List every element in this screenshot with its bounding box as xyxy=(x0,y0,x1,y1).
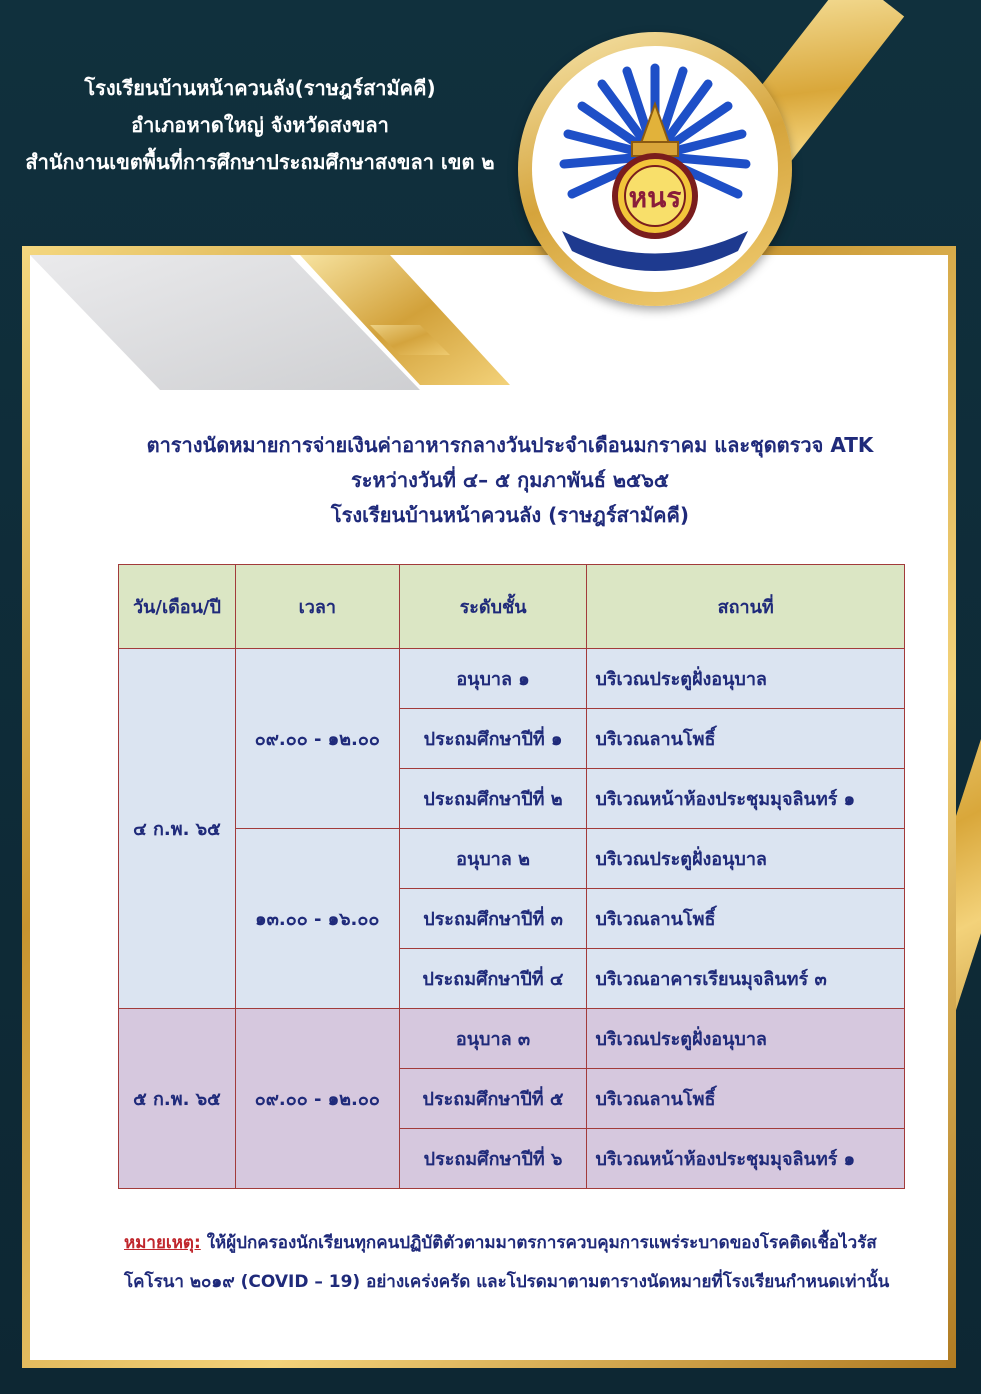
time-cell: ๐๙.๐๐ - ๑๒.๐๐ xyxy=(235,1009,399,1189)
col-header-date: วัน/เดือน/ปี xyxy=(119,565,236,649)
place-cell: บริเวณประตูฝั่งอนุบาล xyxy=(587,829,905,889)
level-cell: ประถมศึกษาปีที่ ๓ xyxy=(399,889,587,949)
school-logo xyxy=(518,32,792,306)
place-cell: บริเวณหน้าห้องประชุมมุจลินทร์ ๑ xyxy=(587,769,905,829)
level-cell: ประถมศึกษาปีที่ ๒ xyxy=(399,769,587,829)
place-cell: บริเวณลานโพธิ์ xyxy=(587,1069,905,1129)
place-cell: บริเวณประตูฝั่งอนุบาล xyxy=(587,1009,905,1069)
logo-inner xyxy=(532,46,778,292)
level-cell: อนุบาล ๓ xyxy=(399,1009,587,1069)
col-header-time: เวลา xyxy=(235,565,399,649)
title-line-2: ระหว่างวันที่ ๔– ๕ กุมภาพันธ์ ๒๕๖๕ xyxy=(350,468,670,492)
logo-emblem-icon xyxy=(532,46,778,292)
table-header-row xyxy=(119,565,905,649)
place-cell: บริเวณหน้าห้องประชุมมุจลินทร์ ๑ xyxy=(587,1129,905,1189)
level-cell: อนุบาล ๑ xyxy=(399,649,587,709)
page-title xyxy=(100,428,920,533)
header-line-2: อำเภอหาดใหญ่ จังหวัดสงขลา xyxy=(131,113,389,137)
date-cell: ๕ ก.พ. ๖๕ xyxy=(119,1009,236,1189)
title-line-1: ตารางนัดหมายการจ่ายเงินค่าอาหารกลางวันประจำเดือนมกราคม และชุดตรวจ ATK xyxy=(146,433,874,457)
table-row xyxy=(119,1009,905,1069)
place-cell: บริเวณอาคารเรียนมุจลินทร์ ๓ xyxy=(587,949,905,1009)
level-cell: ประถมศึกษาปีที่ ๕ xyxy=(399,1069,587,1129)
col-header-place: สถานที่ xyxy=(587,565,905,649)
table-row xyxy=(119,829,905,889)
level-cell: อนุบาล ๒ xyxy=(399,829,587,889)
header-line-1: โรงเรียนบ้านหน้าควนลัง(ราษฎร์สามัคคี) xyxy=(84,76,436,100)
level-cell: ประถมศึกษาปีที่ ๖ xyxy=(399,1129,587,1189)
place-cell: บริเวณลานโพธิ์ xyxy=(587,709,905,769)
place-cell: บริเวณลานโพธิ์ xyxy=(587,889,905,949)
header-line-3: สำนักงานเขตพื้นที่การศึกษาประถมศึกษาสงขลา เขต ๒ xyxy=(25,150,495,174)
time-cell: ๑๓.๐๐ - ๑๖.๐๐ xyxy=(235,829,399,1009)
date-cell: ๔ ก.พ. ๖๕ xyxy=(119,649,236,1009)
note-paragraph xyxy=(124,1224,904,1302)
svg-text:หนร: หนร xyxy=(628,181,682,214)
title-line-3: โรงเรียนบ้านหน้าควนลัง (ราษฎร์สามัคคี) xyxy=(330,503,690,527)
time-cell: ๐๙.๐๐ - ๑๒.๐๐ xyxy=(235,649,399,829)
level-cell: ประถมศึกษาปีที่ ๑ xyxy=(399,709,587,769)
col-header-level: ระดับชั้น xyxy=(399,565,587,649)
table-row xyxy=(119,649,905,709)
level-cell: ประถมศึกษาปีที่ ๔ xyxy=(399,949,587,1009)
school-header xyxy=(0,70,520,181)
place-cell: บริเวณประตูฝั่งอนุบาล xyxy=(587,649,905,709)
schedule-table xyxy=(118,564,905,1189)
note-text: ให้ผู้ปกครองนักเรียนทุกคนปฏิบัติตัวตามมาตรการควบคุมการแพร่ระบาดของโรคติดเชื้อไวรัสโคโรนา ๒๐๑๙ (COVID – 19) อย่างเคร่งครัด และโปรดมาตามตารางนัดหมายที่โรงเรียนกำหนดเท่านั้น xyxy=(124,1233,890,1292)
note-label: หมายเหตุ: xyxy=(124,1233,201,1253)
